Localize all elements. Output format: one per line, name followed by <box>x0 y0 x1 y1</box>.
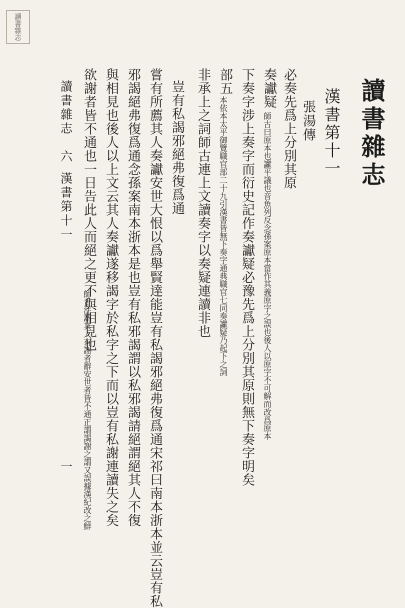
book-title: 讀書雜志 <box>357 78 386 190</box>
text-column-6: 豈有私謁邪絕弗復爲通 <box>169 80 184 215</box>
text-column-7: 嘗有所薦其人奏讞安世大恨以爲舉賢達能豈有私謁邪絕弗復爲通宋祁曰南本浙本並云豈有私 <box>147 68 162 608</box>
annotation-column-2: 師古曰原本也讞平議也音魚列反念孫案原本當作其義原字之誤也後人以原字不可解而改爲原本 <box>263 112 272 440</box>
text-column-1: 必奏先爲上分別其原 <box>281 68 296 190</box>
annotation-column-10: 師古注謂其人有謝者辭安世者皆不通正謂謁謝之謂又誤據漢紀改之鮮 <box>83 290 92 530</box>
footer-book-title: 讀書雜志 <box>59 80 73 136</box>
chapter-heading: 張湯傳 <box>300 100 315 142</box>
text-column-2: 奏讞疑 <box>261 68 276 109</box>
text-column-10: 欲謝者皆不通也一日告此人而絕之更不與相見也 <box>81 68 96 352</box>
annotation-column-4: 本依本太平御覽職官部二十九引漢書皆無下奏字通典職官七同奏讞疑乃起下之詞 <box>219 96 228 376</box>
text-column-9: 與相見也後人以上文云其人奏讞遂移謁字於私字之下而以豈有私謝連讀失之矣 <box>103 68 118 527</box>
footer-section: 漢書第十一 <box>59 172 73 242</box>
section-title: 漢書第十一 <box>322 88 341 178</box>
page-number: 一 <box>59 460 73 474</box>
library-stamp: 讀書雜志 <box>6 10 30 44</box>
text-column-3: 下奏字涉上奏字而衍史記作奏讞疑必豫先爲上分別其原則無下奏字明矣 <box>239 68 254 487</box>
footer-volume: 六 <box>59 150 73 164</box>
text-column-8: 邪謁絕弗復爲通念孫案南本浙本是也豈有私邪謁謂以私邪謁請絕謂絕其人不復 <box>125 68 140 527</box>
text-column-4: 部五 <box>217 68 232 95</box>
text-column-5: 非承上之詞師古連上文讀奏字以奏疑連讀非也 <box>195 68 210 338</box>
